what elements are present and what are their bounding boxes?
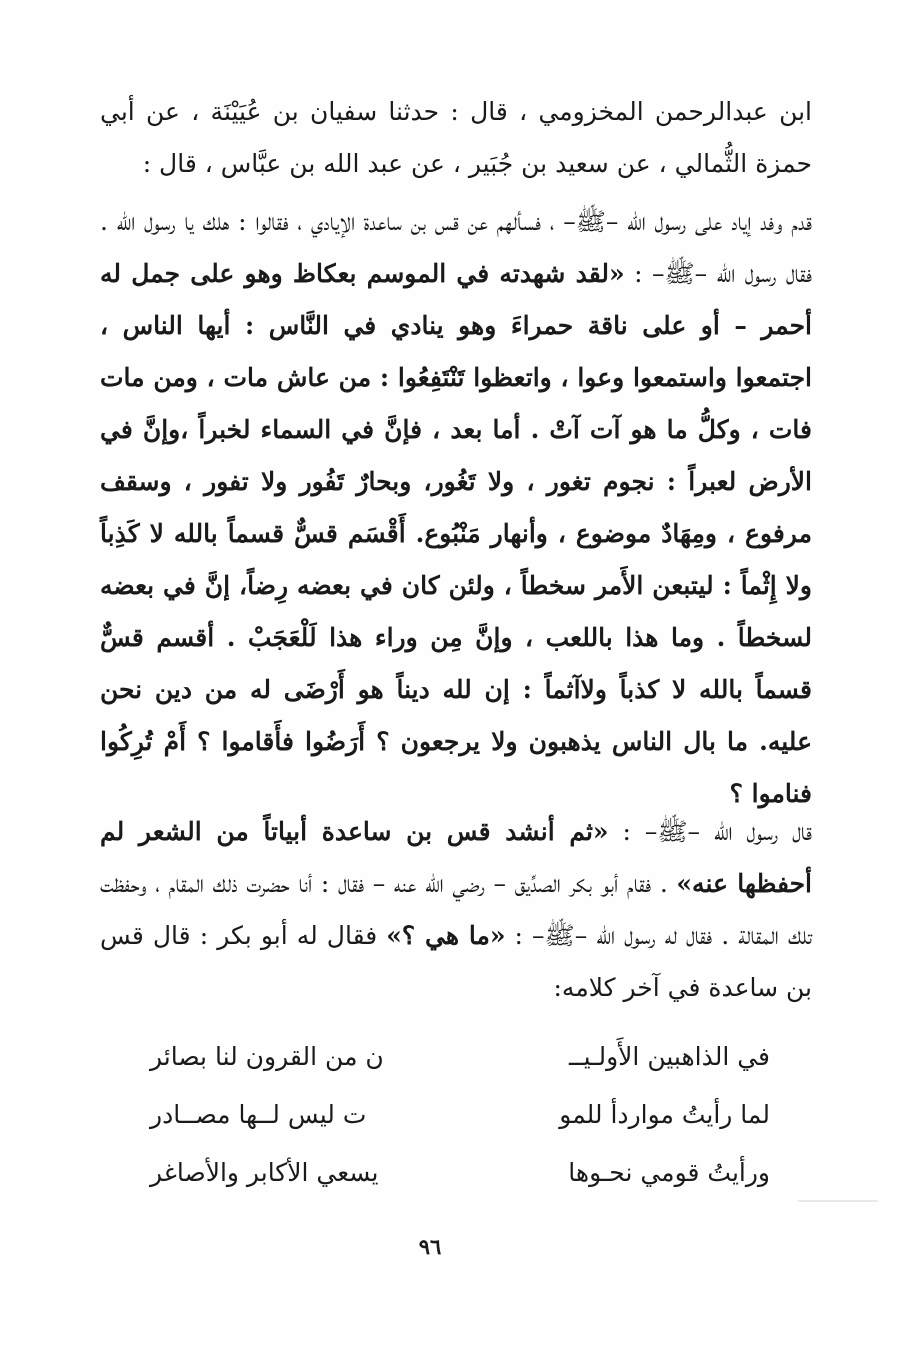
closing-text-1: قال رسول الله –ﷺ– : <box>608 817 812 846</box>
verse-second-hemistich: ن من القرون لنا بصائر <box>150 1041 384 1071</box>
isnad-text: ابن عبدالرحمن المخزومي ، قال : حدثنا سفيان بن عُيَيْنَة ، عن أبي حمزة الثُّمالي ، عن سعيد بن جُبَير ، عن عبد الله بن عبَّاس ، قال : <box>100 97 812 178</box>
poem-verse <box>150 1085 770 1143</box>
hadith-paragraph <box>100 196 812 820</box>
closing-text-2: . فقام أبو بكر الصدِّيق – رضي الله عنه – فقال : أنا حضرت ذلك المقام ، وحفظت تلك المقالة . فقال له رسول الله –ﷺ– : <box>100 869 812 950</box>
closing-quote-2: «ما هي ؟» <box>386 921 506 950</box>
poem <box>150 1027 770 1201</box>
closing-quote-1: «ثم أنشد قس بن ساعدة أبياتاً من الشعر لم أحفظها عنه» <box>100 817 813 898</box>
verse-second-hemistich: يسعي الأكابر والأصاغر <box>150 1157 379 1187</box>
closing-text-3: فقال له أبو بكر : قال قس بن ساعدة في آخر كلامه: <box>100 921 812 1002</box>
verse-first-hemistich: لما رأيتُ مواردأ للمو <box>559 1099 770 1129</box>
scan-mark <box>798 1200 878 1202</box>
isnad-paragraph <box>100 86 812 190</box>
verse-second-hemistich: ت ليس لــها مصــادر <box>150 1099 367 1129</box>
poem-verse <box>150 1027 770 1085</box>
verse-first-hemistich: في الذاهبين الأَولـيــ <box>568 1041 770 1071</box>
narration-text: قدم وفد إياد على رسول الله –ﷺ– ، فسألهم عن قس بن ساعدة الإيادي ، فقالوا : هلك يا رسول الله . فقال رسول الله –ﷺ– : <box>100 207 812 288</box>
poem-verse <box>150 1143 770 1201</box>
page-number: ٩٦ <box>418 1234 442 1259</box>
closing-paragraph <box>100 806 812 1014</box>
verse-first-hemistich: ورأيتُ قومي نحـوها <box>568 1157 770 1187</box>
prophet-speech-text: «لقد شهدته في الموسم بعكاظ وهو على جمل له أحمر – أو على ناقة حمراءَ وهو ينادي في النَّاس : أيها الناس ، اجتمعوا واستمعوا وعوا ، واتعظوا تَنْتَفِعُوا : من عاش مات ، ومن مات فات ، وكلُّ ما هو آت آتْ . أما بعد ، فإنَّ في السماء لخبراً ،وإنَّ في الأرض لعبراً : نجوم تغور ، ولا تَغُور، وبحارٌ تَفُور ولا تفور ، وسقف مرفوع ، ومِهَادٌ موضوع ، وأنهار مَنْبُوع. أَقْسَم قسٌّ قسماً بالله لا كَذِباً ولا إِثْماً : ليتبعن الأَمر سخطاً ، ولئن كان في بعضه رِضاً، إنَّ في بعضه لسخطاً . وما هذا باللعب ، وإنَّ مِن وراء هذا لَلْعَجَبْ . أقسم قسٌّ قسماً بالله لا كذباً ولاآثماً : إن لله ديناً هو أَرْضَى له من دين نحن عليه. ما بال الناس يذهبون ولا يرجعون ؟ أَرَضُوا فأَقاموا ؟ أَمْ تُرِكُوا فناموا ؟ <box>100 259 812 808</box>
